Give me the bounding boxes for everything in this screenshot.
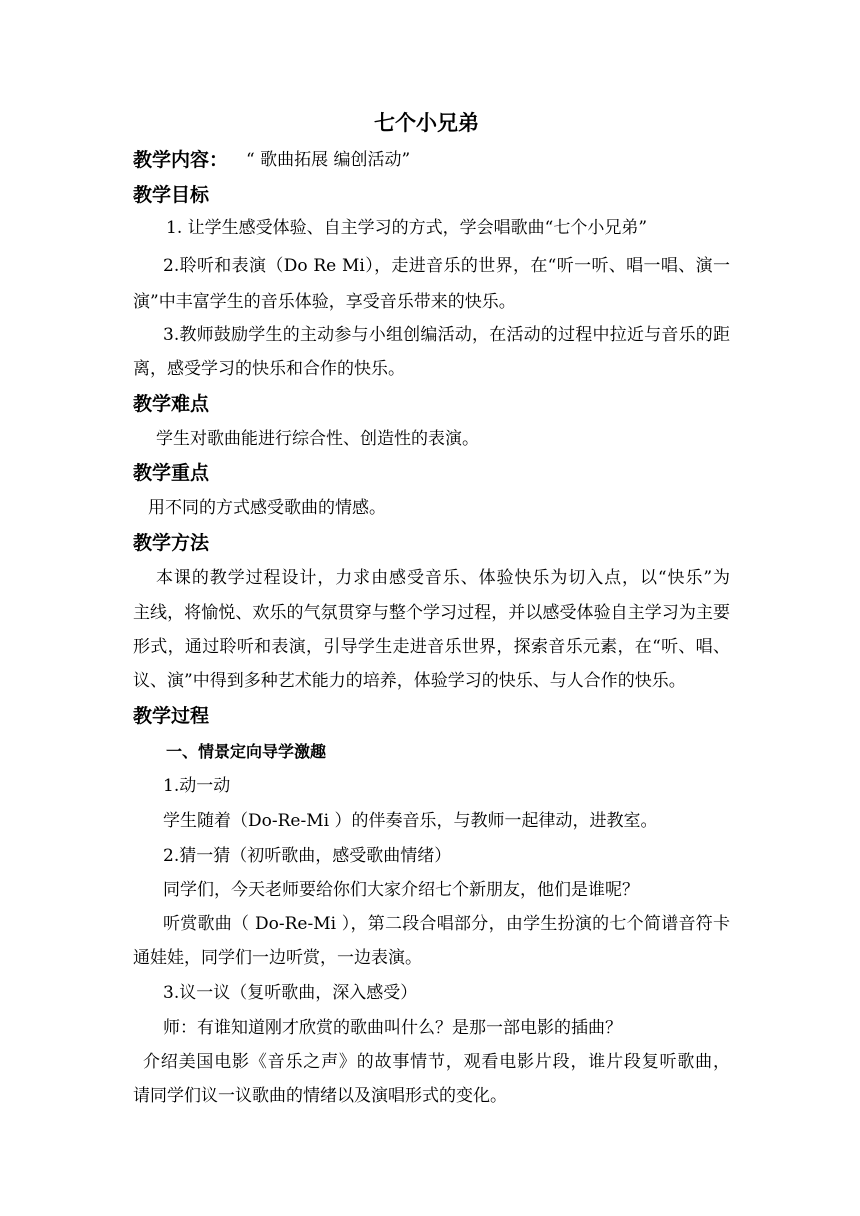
- method-line-3: 形式，通过聆听和表演，引导学生走进音乐世界，探索音乐元素，在“听、唱、: [133, 637, 730, 657]
- method-heading: 教学方法: [133, 532, 210, 554]
- process-step-3-text2-line-1: 介绍美国电影《音乐之声》的故事情节，观看电影片段，谁片段复听歌曲，: [143, 1052, 730, 1072]
- goals-item-3-line-1: 3.教师鼓励学生的主动参与小组创编活动，在活动的过程中拉近与音乐的距: [163, 325, 730, 345]
- content-value: “ 歌曲拓展 编创活动”: [246, 150, 411, 170]
- process-step-3-text: 师：有谁知道刚才欣赏的歌曲叫什么？是那一部电影的插曲？: [163, 1018, 622, 1038]
- goals-heading: 教学目标: [133, 184, 210, 206]
- content-label: 教学内容：: [133, 149, 229, 171]
- goals-item-3-line-2: 离，感受学习的快乐和合作的快乐。: [133, 359, 405, 379]
- process-heading: 教学过程: [133, 705, 210, 727]
- goals-item-2-line-1: 2.聆听和表演（Do Re Mi），走进音乐的世界，在“听一听、唱一唱、演一: [163, 256, 730, 276]
- focus-heading: 教学重点: [133, 462, 210, 484]
- process-step-3-text2-line-2: 请同学们议一议歌曲的情绪以及演唱形式的变化。: [133, 1086, 507, 1106]
- method-line-1: 本课的教学过程设计，力求由感受音乐、体验快乐为切入点，以“快乐”为: [156, 568, 730, 588]
- process-step-2: 2.猜一猜（初听歌曲，感受歌曲情绪）: [163, 846, 452, 866]
- method-line-4: 议、演”中得到多种艺术能力的培养，体验学习的快乐、与人合作的快乐。: [133, 671, 686, 691]
- process-section-1: 一、情景定向导学激趣: [166, 742, 327, 761]
- document-title: 七个小兄弟: [374, 111, 479, 135]
- goals-item-2-line-2: 演”中丰富学生的音乐体验，享受音乐带来的快乐。: [133, 292, 516, 312]
- method-line-2: 主线，将愉悦、欢乐的气氛贯穿与整个学习过程，并以感受体验自主学习为主要: [133, 603, 730, 623]
- process-step-1: 1.动一动: [163, 776, 231, 796]
- process-step-2-text2-line-1: 听赏歌曲（ Do-Re-Mi ），第二段合唱部分，由学生扮演的七个简谱音符卡: [163, 914, 730, 934]
- focus-text: 用不同的方式感受歌曲的情感。: [148, 498, 386, 518]
- process-step-3: 3.议一议（复听歌曲，深入感受）: [163, 983, 418, 1003]
- goals-item-1: 1. 让学生感受体验、自主学习的方式，学会唱歌曲“七个小兄弟”: [166, 218, 648, 238]
- process-step-2-text: 同学们，今天老师要给你们大家介绍七个新朋友，他们是谁呢？: [163, 880, 639, 900]
- difficulty-text: 学生对歌曲能进行综合性、创造性的表演。: [156, 429, 479, 449]
- process-step-1-text: 学生随着（Do-Re-Mi ）的伴奏音乐，与教师一起律动，进教室。: [163, 811, 658, 831]
- process-step-2-text2-line-2: 通娃娃，同学们一边听赏，一边表演。: [133, 948, 422, 968]
- difficulty-heading: 教学难点: [133, 393, 210, 415]
